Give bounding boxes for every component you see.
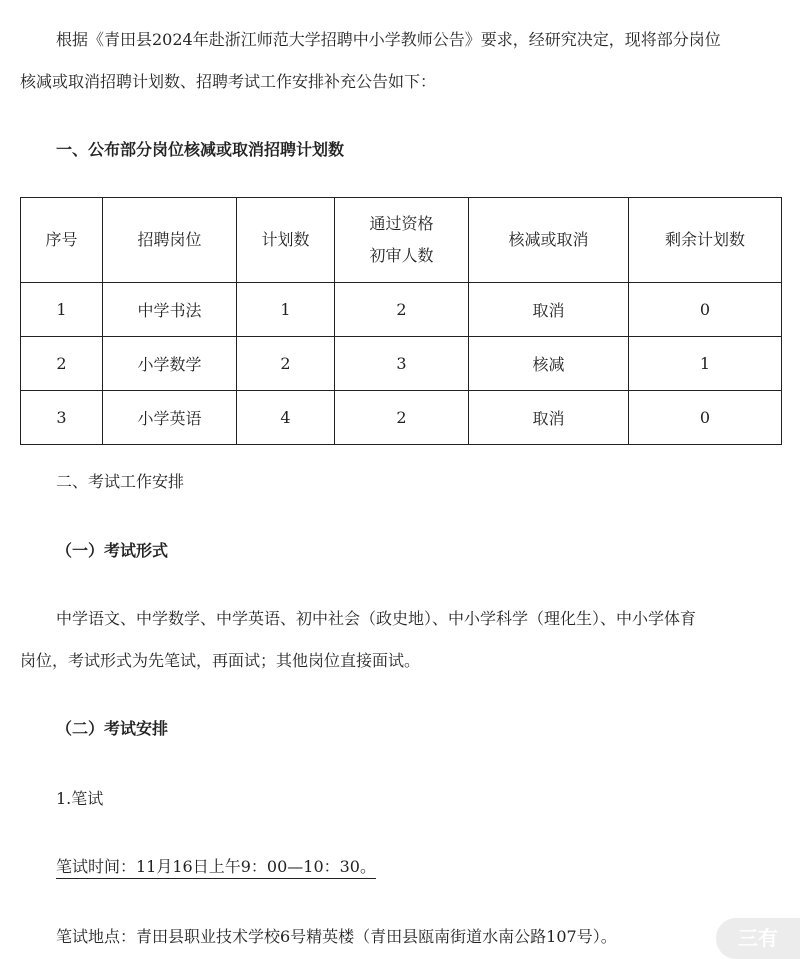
- header-qualified-line-1: 通过资格: [369, 214, 434, 233]
- cell-plan-count: 1: [237, 283, 335, 337]
- cell-serial: 3: [21, 391, 103, 445]
- cell-serial: 1: [21, 283, 103, 337]
- section-2-heading: 二、考试工作安排: [56, 472, 185, 491]
- cell-qualified-count: 2: [335, 283, 469, 337]
- cell-plan-count: 4: [237, 391, 335, 445]
- header-remaining-count: 剩余计划数: [629, 198, 782, 283]
- written-exam-time: 笔试时间：11月16日上午9：00—10：30。: [56, 857, 376, 876]
- cell-reduce-or-cancel: 取消: [469, 283, 629, 337]
- header-plan-count: 计划数: [237, 198, 335, 283]
- table-row: [21, 337, 782, 391]
- plan-adjustment-table: [20, 197, 782, 445]
- watermark-logo: 三有: [716, 918, 800, 959]
- table-row: [21, 283, 782, 337]
- header-reduce-or-cancel: 核减或取消: [469, 198, 629, 283]
- header-serial: 序号: [21, 198, 103, 283]
- cell-position: 小学英语: [103, 391, 237, 445]
- cell-remaining-count: 1: [629, 337, 782, 391]
- cell-reduce-or-cancel: 核减: [469, 337, 629, 391]
- exam-format-line-1: 中学语文、中学数学、中学英语、初中社会（政史地）、中小学科学（理化生）、中小学体育: [56, 609, 697, 628]
- exam-format-line-2: 岗位，考试形式为先笔试，再面试；其他岗位直接面试。: [20, 651, 421, 670]
- cell-serial: 2: [21, 337, 103, 391]
- header-qualified-count: [335, 198, 469, 283]
- written-exam-item: 1.笔试: [56, 789, 104, 808]
- subsection-exam-format-heading: （一）考试形式: [56, 541, 169, 560]
- written-exam-place: 笔试地点：青田县职业技术学校6号精英楼（青田县瓯南街道水南公路107号）。: [56, 927, 617, 946]
- cell-remaining-count: 0: [629, 391, 782, 445]
- cell-remaining-count: 0: [629, 283, 782, 337]
- cell-qualified-count: 2: [335, 391, 469, 445]
- header-position: 招聘岗位: [103, 198, 237, 283]
- section-1-heading: 一、公布部分岗位核减或取消招聘计划数: [56, 140, 345, 159]
- intro-paragraph-line-2: 核减或取消招聘计划数、招聘考试工作安排补充公告如下：: [20, 72, 437, 91]
- header-qualified-line-2: 初审人数: [369, 246, 434, 265]
- subsection-exam-schedule-heading: （二）考试安排: [56, 719, 169, 738]
- cell-reduce-or-cancel: 取消: [469, 391, 629, 445]
- intro-paragraph-line-1: 根据《青田县2024年赴浙江师范大学招聘中小学教师公告》要求，经研究决定，现将部分岗位: [56, 30, 721, 49]
- cell-position: 小学数学: [103, 337, 237, 391]
- cell-plan-count: 2: [237, 337, 335, 391]
- table-row: [21, 391, 782, 445]
- cell-position: 中学书法: [103, 283, 237, 337]
- cell-qualified-count: 3: [335, 337, 469, 391]
- table-header-row: [21, 198, 782, 283]
